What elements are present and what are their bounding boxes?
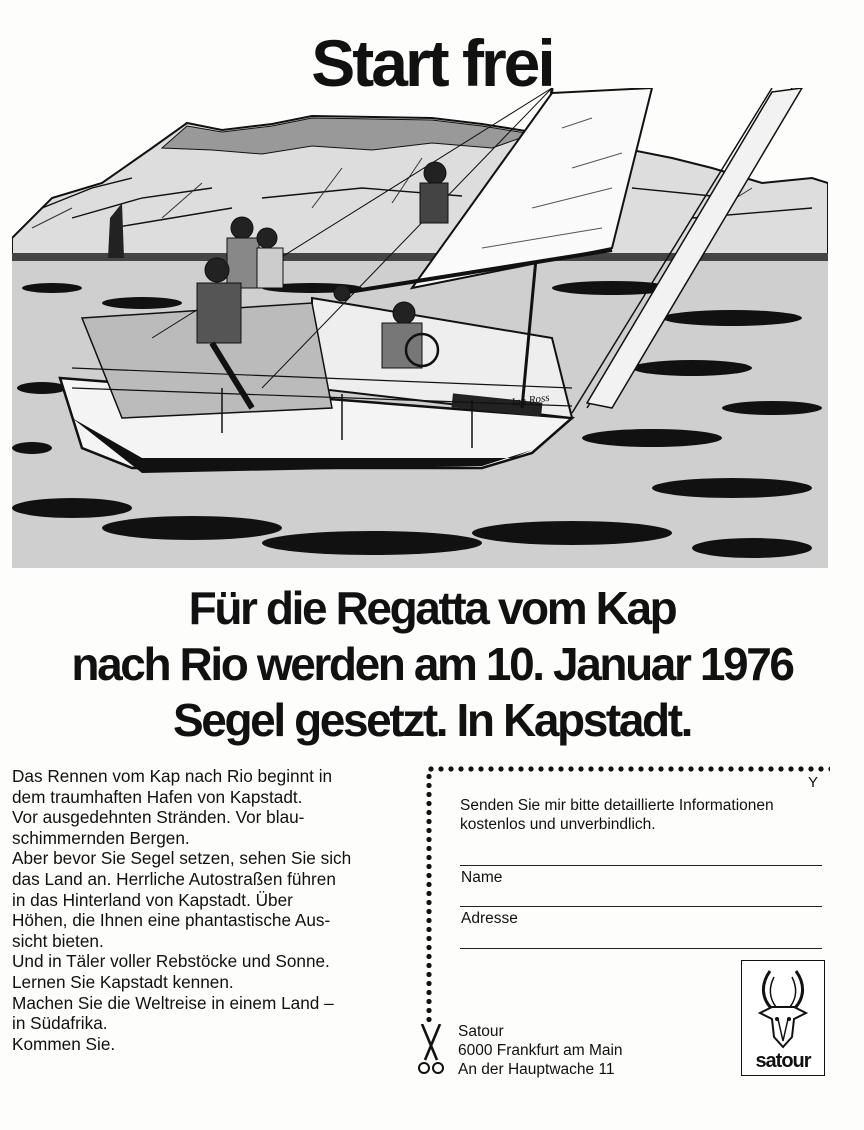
satour-logo bbox=[741, 960, 825, 1076]
name-field-line[interactable] bbox=[460, 906, 822, 907]
request-line: Senden Sie mir bitte detaillierte Informationen bbox=[460, 797, 774, 814]
body-line: sicht bieten. bbox=[12, 930, 104, 951]
coupon-dotted-border-top bbox=[426, 764, 830, 774]
coupon-line-top bbox=[460, 865, 822, 866]
sender-name: Satour bbox=[458, 1023, 504, 1040]
headline bbox=[0, 580, 864, 748]
headline-line-1: Für die Regatta vom Kap bbox=[188, 582, 676, 634]
sender-street: An der Hauptwache 11 bbox=[458, 1061, 615, 1078]
body-line: dem traumhaften Hafen von Kapstadt. bbox=[12, 786, 303, 807]
sender-address bbox=[458, 1022, 623, 1079]
body-line: Höhen, die Ihnen eine phantastische Aus- bbox=[12, 910, 331, 931]
address-field-label: Adresse bbox=[461, 910, 518, 927]
name-field-label: Name bbox=[461, 869, 503, 886]
headline-line-2: nach Rio werden am 10. Januar 1976 bbox=[71, 638, 793, 690]
order-coupon bbox=[418, 762, 830, 1082]
body-line: Aber bevor Sie Segel setzen, sehen Sie sich bbox=[12, 848, 352, 869]
sailboat-illustration bbox=[12, 88, 828, 568]
coupon-corner-mark: Y bbox=[808, 774, 819, 791]
body-line: Vor ausgedehnten Stränden. Vor blau- bbox=[12, 807, 305, 828]
address-field-line[interactable] bbox=[460, 948, 822, 949]
body-line: in Südafrika. bbox=[12, 1013, 108, 1034]
body-line: Machen Sie die Weltreise in einem Land – bbox=[12, 992, 334, 1013]
coupon-request-text bbox=[460, 796, 830, 834]
scissors-icon bbox=[418, 1024, 444, 1078]
ad-title: Start frei bbox=[311, 26, 553, 100]
body-copy bbox=[12, 766, 417, 1054]
body-line: Kommen Sie. bbox=[12, 1033, 116, 1054]
body-line: schimmernden Bergen. bbox=[12, 827, 190, 848]
body-line: Lernen Sie Kapstadt kennen. bbox=[12, 971, 234, 992]
coupon-dotted-border-left bbox=[424, 772, 434, 1024]
headline-line-3: Segel gesetzt. In Kapstadt. bbox=[173, 694, 691, 746]
body-line: in das Hinterland von Kapstadt. Über bbox=[12, 889, 293, 910]
body-line: Das Rennen vom Kap nach Rio beginnt in bbox=[12, 766, 333, 786]
springbok-icon bbox=[748, 967, 818, 1049]
body-line: das Land an. Herrliche Autostraßen führen bbox=[12, 868, 336, 889]
body-line: Und in Täler voller Rebstöcke und Sonne. bbox=[12, 951, 330, 972]
sender-city: 6000 Frankfurt am Main bbox=[458, 1042, 623, 1059]
logo-wordmark: satour bbox=[755, 1050, 811, 1072]
artist-signature: Ian Ross bbox=[510, 391, 551, 409]
request-line: kostenlos und unverbindlich. bbox=[460, 816, 656, 833]
